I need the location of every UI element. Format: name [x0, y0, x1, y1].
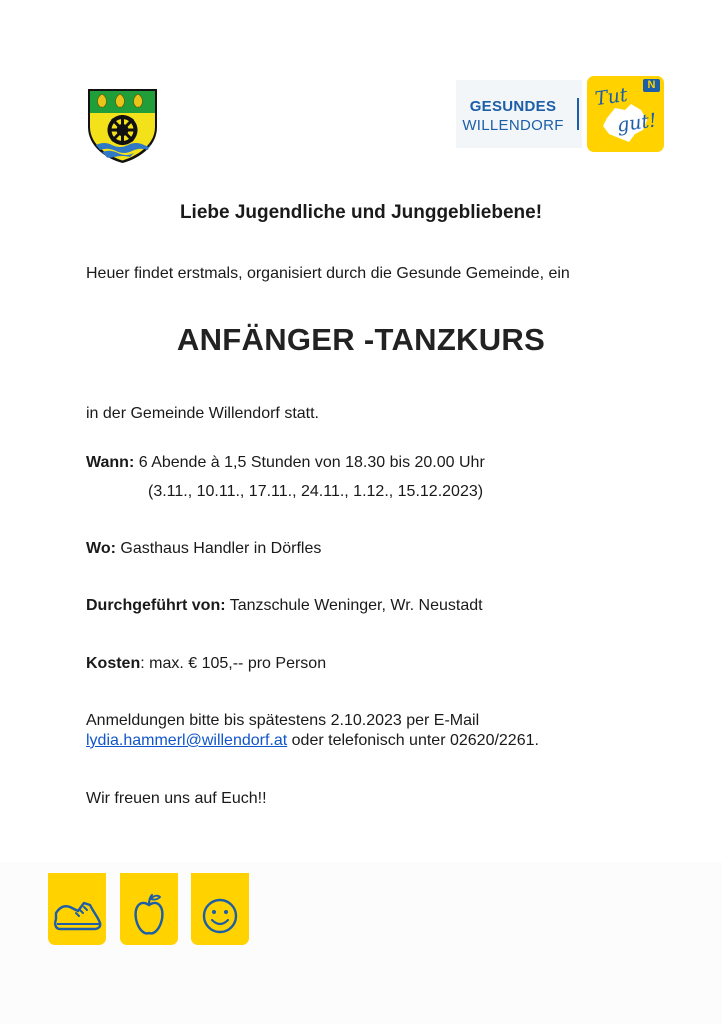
lower-austria-badge: N — [643, 79, 660, 92]
cost-label: Kosten — [86, 655, 141, 672]
location-text: in der Gemeinde Willendorf statt. — [86, 405, 319, 422]
when-line — [86, 453, 485, 473]
registration-line1: Anmeldungen bitte bis spätestens 2.10.2023 per E-Mail — [86, 712, 480, 729]
logo-line1: GESUNDES — [469, 98, 557, 115]
organizer-text: Tanzschule Weninger, Wr. Neustadt — [225, 597, 483, 614]
registration-phone-text: oder telefonisch unter 02620/2261. — [287, 732, 539, 749]
smiley-tile — [191, 873, 249, 945]
apple-icon — [120, 873, 178, 945]
footer-band — [0, 862, 722, 1024]
cost-text: : max. € 105,-- pro Person — [140, 655, 327, 672]
course-title: ANFÄNGER -TANZKURS — [176, 322, 546, 357]
tut-gut-badge — [587, 76, 664, 152]
apple-tile — [120, 873, 178, 945]
where-label: Wo: — [86, 540, 116, 557]
slogan-tut: Tut — [593, 83, 629, 111]
intro-text: Heuer findet erstmals, organisiert durch die Gesunde Gemeinde, ein — [86, 265, 570, 282]
willendorf-coat-of-arms-icon — [86, 87, 159, 164]
cost-line — [86, 654, 326, 674]
slogan-gut: gut! — [615, 109, 659, 137]
logo-line2: WILLENDORF — [462, 117, 564, 134]
where-line — [86, 539, 321, 559]
organizer-label: Durchgeführt von: — [86, 597, 226, 614]
logo-wordmark — [456, 80, 582, 148]
where-text: Gasthaus Handler in Dörfles — [115, 540, 322, 557]
running-shoe-icon — [48, 873, 106, 945]
when-text: 6 Abende à 1,5 Stunden von 18.30 bis 20.00 Uhr — [134, 454, 485, 471]
greeting-heading: Liebe Jugendliche und Junggebliebene! — [179, 202, 543, 223]
running-shoe-tile — [48, 873, 106, 945]
smiley-icon — [191, 873, 249, 945]
when-dates: (3.11., 10.11., 17.11., 24.11., 1.12., 15.12.2023) — [148, 483, 484, 500]
when-label: Wann: — [86, 454, 135, 471]
logo-divider — [577, 98, 579, 130]
email-link[interactable]: lydia.hammerl@willendorf.at — [86, 732, 288, 749]
registration-line2 — [86, 731, 539, 751]
organizer-line — [86, 596, 483, 616]
gesundes-willendorf-logo — [456, 76, 664, 152]
closing-text: Wir freuen uns auf Euch!! — [86, 790, 267, 807]
